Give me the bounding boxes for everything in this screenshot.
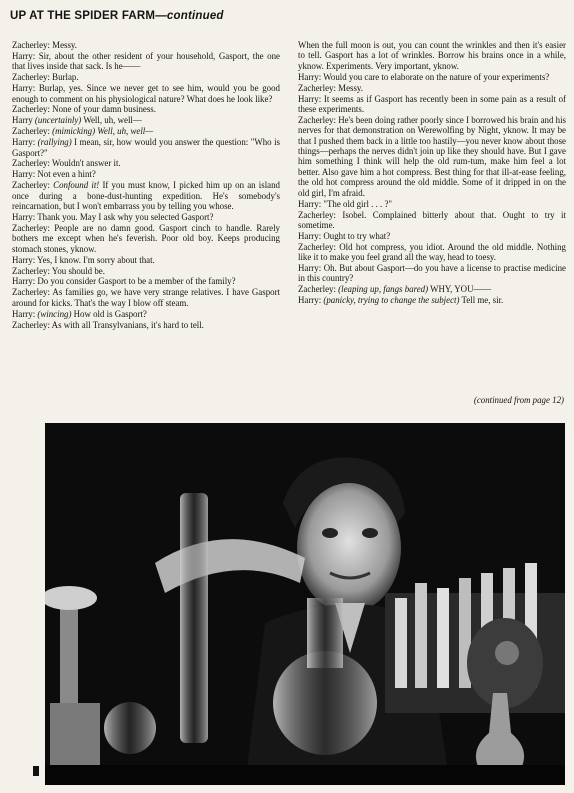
dialogue-line <box>298 231 566 241</box>
speaker-name: Zacherley: <box>12 222 50 233</box>
speaker-name: Zacherley: <box>12 265 50 276</box>
dialogue-line <box>298 199 566 209</box>
dialogue-line <box>12 309 280 319</box>
speaker-name: Zacherley: <box>298 241 336 252</box>
dialogue-line <box>12 72 280 82</box>
stage-direction: (rallying) <box>35 137 72 148</box>
speaker-name: Harry: <box>12 276 36 287</box>
stage-direction: (panicky, trying to change the subject) <box>321 295 460 306</box>
dialogue-text: Ought to try what? <box>321 230 391 241</box>
speaker-name: Harry: <box>298 230 322 241</box>
speaker-name: Harry: <box>298 198 322 209</box>
dialogue-line <box>12 276 280 286</box>
dialogue-text: Not even a hint? <box>35 169 96 180</box>
dialogue-line <box>12 126 280 136</box>
stage-direction: Confound it! <box>49 180 100 191</box>
speaker-name: Zacherley: <box>298 284 336 295</box>
dialogue-line <box>12 115 280 125</box>
dialogue-text: Messy. <box>335 82 363 93</box>
speaker-name: Harry: <box>12 254 36 265</box>
dialogue-line <box>298 93 569 115</box>
speaker-name: Zacherley: <box>298 114 336 125</box>
speaker-name: Harry: <box>12 308 36 319</box>
photo-illustration <box>45 423 565 785</box>
dialogue-text: How old is Gasport? <box>71 308 147 319</box>
dialogue-text: Wouldn't answer it. <box>49 158 121 169</box>
speaker-name: Zacherley: <box>12 72 50 83</box>
tall-glass-tube <box>180 493 208 743</box>
dialogue-text: Sir, about the other resident of your household, Gasport, the one that lives inside that sack. Is he—— <box>12 50 283 72</box>
dialogue-text: "The old girl . . . ?" <box>321 198 393 209</box>
dialogue-line <box>12 40 280 50</box>
speaker-name: Harry: <box>12 50 36 61</box>
dialogue-text: As families go, we have very strange relatives. I have Gasport around for kicks. That's the way I blow off steam. <box>12 287 283 308</box>
dialogue-text: Old hot compress, you idiot. Around the old middle. Nothing like it to make you feel grand all the way, head to toesy. <box>298 241 569 263</box>
speaker-name: Harry: <box>12 137 36 148</box>
dialogue-text: He's been doing rather poorly since I borrowed his brain and his nerves for that demonstration on Werewolfing by Night, yknow. It may be that I pushed them back in a little too hastily—you never know about those things—perhaps the nerves didn't join up like they should have. But I gave him something I think will help the old rum-tum, make him feel a lot better. Also gave him a hot compress. Best thing for that ill-at-ease feeling, the old hot compress around the old middle. Some of it dripped in on the old girl, I'm afraid. <box>298 114 569 198</box>
dialogue-line <box>12 50 283 72</box>
dialogue-text: Messy. <box>49 40 77 50</box>
dialogue-line <box>12 287 283 308</box>
dialogue-text: WHY, YOU—— <box>428 284 492 295</box>
right-text-column <box>298 40 569 306</box>
left-text-column <box>12 40 283 330</box>
speaker-name: Zacherley: <box>12 319 50 330</box>
speaker-name: Harry: <box>12 212 36 222</box>
zacherley-laboratory-photo <box>45 423 565 785</box>
dialogue-line <box>12 212 280 222</box>
dialogue-line <box>12 180 283 212</box>
dialogue-line <box>12 104 280 114</box>
dialogue-text: When the full moon is out, you can count the wrinkles and then it's easier to tell. Gasport has a lot of wrinkles. Borrow his brains once in a while, yknow. Experiments. Very important, yknow. <box>298 40 569 71</box>
stage-direction: (wincing) <box>35 308 72 319</box>
stage-direction: (uncertainly) <box>32 115 82 126</box>
speaker-name: Zacherley: <box>12 158 50 169</box>
dialogue-line <box>298 83 566 93</box>
dialogue-line <box>298 295 566 305</box>
speaker-name: Harry: <box>12 169 36 180</box>
dialogue-line <box>12 222 283 254</box>
dialogue-line <box>298 40 569 71</box>
speaker-name: Harry: <box>298 295 322 306</box>
stage-direction: (leaping up, fangs bared) <box>335 284 429 295</box>
dialogue-text: Oh. But about Gasport—do you have a license to practise medicine in this country? <box>298 263 569 284</box>
speaker-name: Harry <box>12 115 33 126</box>
dialogue-text: None of your damn business. <box>49 104 156 115</box>
dialogue-text: People are no damn good. Gasport cinch to handle. Rarely bothers me except when he's feverish. Poor old boy. Keeps producing stomach stones, yknow. <box>12 222 283 254</box>
speaker-name: Zacherley: <box>12 180 50 191</box>
dialogue-text: Thank you. May I ask why you selected Gasport? <box>35 212 214 222</box>
dialogue-text: Well, uh, well— <box>81 115 142 126</box>
continued-note: (continued from page 12) <box>473 395 564 405</box>
round-flask <box>104 702 156 754</box>
dialogue-text: It seems as if Gasport has recently been in some pain as a result of these experiments. <box>298 93 569 114</box>
speaker-name: Harry: <box>12 83 36 94</box>
column-end-marker <box>33 766 39 776</box>
speaker-name: Zacherley: <box>12 126 50 137</box>
dialogue-line <box>12 320 280 330</box>
dialogue-line <box>298 241 569 263</box>
dialogue-text: Would you care to elaborate on the nature of your experiments? <box>321 71 550 82</box>
dialogue-text: Yes, I know. I'm sorry about that. <box>35 254 155 265</box>
dialogue-text: You should be. <box>49 265 105 276</box>
header-title: UP AT THE SPIDER FARM <box>10 10 156 22</box>
dialogue-text: As with all Transylvanians, it's hard to tell. <box>49 319 204 330</box>
dialogue-line <box>12 158 280 168</box>
dialogue-text: Burlap, yes. Since we never get to see him, would you be good enough to comment on his physiological nature? What does he look like? <box>12 83 283 104</box>
speaker-name: Harry: <box>298 71 322 82</box>
dialogue-line <box>12 255 280 265</box>
speaker-name: Zacherley: <box>298 82 336 93</box>
dialogue-line <box>298 114 569 198</box>
speaker-name: Zacherley: <box>12 104 50 115</box>
dialogue-line <box>12 169 280 179</box>
dialogue-line <box>298 284 566 294</box>
speaker-name: Zacherley: <box>12 40 50 50</box>
speaker-name: Zacherley: <box>298 209 336 220</box>
speaker-name: Harry: <box>298 263 322 274</box>
dialogue-line <box>298 263 569 284</box>
dialogue-line <box>12 266 280 276</box>
header-suffix: —continued <box>155 10 224 22</box>
dialogue-line <box>12 137 283 158</box>
dialogue-line <box>12 83 283 104</box>
dialogue-line <box>298 209 569 231</box>
dialogue-line <box>298 72 566 82</box>
speaker-name: Zacherley: <box>12 287 50 298</box>
page-header <box>10 10 224 22</box>
dialogue-text: Tell me, sir. <box>459 295 504 306</box>
dialogue-text: Burlap. <box>49 72 79 83</box>
speaker-name: Harry: <box>298 93 322 104</box>
dialogue-text: Isobel. Complained bitterly about that. Ought to try it sometime. <box>298 209 569 230</box>
dialogue-text: If you must know, I picked him up on an island once during a bone-dust-hunting expedition. He's somebody's reincarnation, but I won't embarrass you by telling you whose. <box>12 180 283 212</box>
dialogue-text: Do you consider Gasport to be a member of the family? <box>35 276 236 287</box>
dialogue-text: I mean, sir, how would you answer the question: "Who is Gasport?" <box>12 137 283 158</box>
stage-direction: (mimicking) Well, uh, well— <box>49 126 154 137</box>
